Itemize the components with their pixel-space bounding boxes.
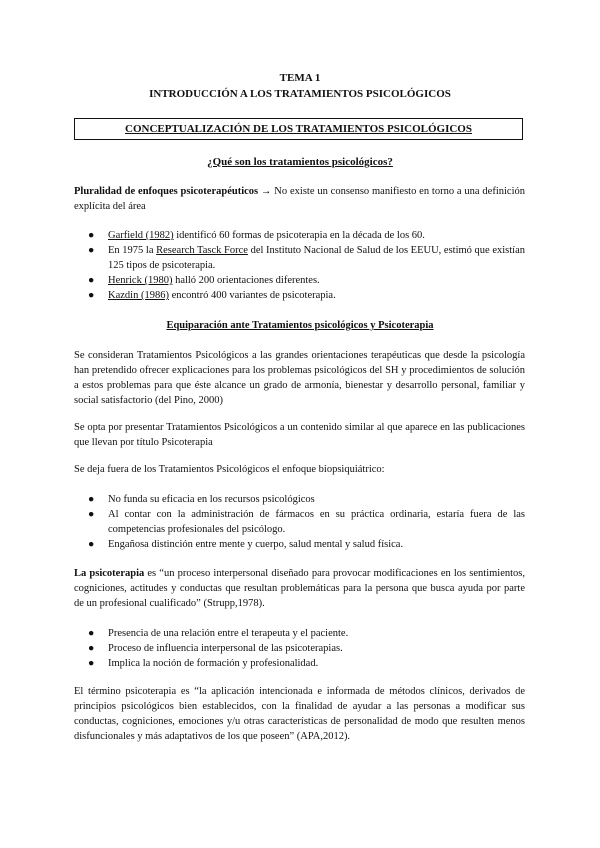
psicoterapia-text: es “un proceso interpersonal diseñado para provocar modificaciones en los sentimientos, cogniciones, actitudes y conductas que resultan problemáticas para la persona que busca ayuda por parte de un profesional cualificado” (Strupp,1978).: [74, 568, 525, 609]
bullet-icon: ●: [88, 628, 95, 639]
paragraph-definition: Se consideran Tratamientos Psicológicos a las grandes orientaciones terapéuticas que desde la psicología han pretendido ofrecer explicaciones para los problemas psicológicos del SH y procedimientos de solución a estos problemas para que éste alcance un grado de armonía, bienestar y desarrollo personal, familiar y social satisfactorio (del Pino, 2000): [74, 350, 525, 406]
pluralidad-text: No existe un consenso manifiesto en torno a una definición explícita del área: [74, 186, 525, 212]
document-title: INTRODUCCIÓN A LOS TRATAMIENTOS PSICOLÓGICOS: [149, 88, 451, 100]
psicoterapia-bold: La psicoterapia: [74, 568, 145, 579]
list-item: [74, 273, 525, 288]
paragraph-exclusion: Se deja fuera de los Tratamientos Psicológicos el enfoque biopsiquiátrico:: [74, 464, 385, 475]
section-boxed-title: CONCEPTUALIZACIÓN DE LOS TRATAMIENTOS PSICOLÓGICOS: [74, 118, 523, 140]
pluralidad-bold: Pluralidad de enfoques psicoterapéuticos: [74, 186, 259, 197]
list-item-text: del Instituto Nacional de Salud de los EEUU, estimó que existían 125 tipos de psicoterapia.: [108, 245, 525, 271]
list-item: [74, 288, 525, 303]
bullet-icon: ●: [88, 658, 95, 669]
list-item-text: encontró 400 variantes de psicoterapia.: [168, 290, 336, 301]
section-question: ¿Qué son los tratamientos psicológicos?: [207, 156, 393, 168]
list-item-text: Engañosa distinción entre mente y cuerpo, salud mental y salud física.: [108, 539, 404, 550]
list-item-text: En 1975 la: [108, 245, 157, 256]
paragraph-option: Se opta por presentar Tratamientos Psicológicos a un contenido similar al que aparece en las publicaciones que llevan por título Psicoterapia: [74, 422, 525, 448]
list-item-text: Presencia de una relación entre el terapeuta y el paciente.: [108, 628, 349, 639]
list-item-text: identificó 60 formas de psicoterapia en la década de los 60.: [173, 230, 425, 241]
pluralidad-paragraph: [74, 184, 525, 214]
list-item-text: Implica la noción de formación y profesionalidad.: [108, 658, 319, 669]
bullet-icon: ●: [88, 494, 95, 505]
bullet-icon: ●: [88, 230, 95, 241]
citation-link[interactable]: Research Tasck Force: [156, 245, 248, 256]
arrow-icon: →: [260, 186, 272, 197]
bullet-icon: ●: [88, 643, 95, 654]
bullet-icon: ●: [88, 539, 95, 550]
list-item: [74, 228, 525, 243]
list-item-text: halló 200 orientaciones diferentes.: [172, 275, 320, 286]
bullet-icon: ●: [88, 290, 95, 301]
tema-number: TEMA 1: [279, 72, 321, 84]
exclusion-list: [74, 492, 525, 552]
citation-link[interactable]: Garfield (1982): [108, 230, 174, 241]
list-item: [74, 507, 525, 537]
list-item: [74, 641, 525, 656]
paragraph-apa-definition: El término psicoterapia es “la aplicación intencionada e informada de métodos clínicos, derivados de principios psicológicos bien establecidos, con la finalidad de ayudar a las personas a modificar sus conductas, cogniciones, emociones y/u otras características de personalidad de modo que resulten menos disfuncionales y más adaptativos de los que poseen” (APA,2012).: [74, 686, 525, 742]
list-item: [74, 243, 525, 273]
list-item: [74, 537, 525, 552]
list-item: [74, 656, 525, 671]
list-item-text: Proceso de influencia interpersonal de las psicoterapias.: [108, 643, 343, 654]
bullet-icon: ●: [88, 275, 95, 286]
features-list: [74, 626, 525, 671]
subheading: Equiparación ante Tratamientos psicológicos y Psicoterapia: [166, 320, 434, 331]
bullet-icon: ●: [88, 245, 95, 256]
paragraph-psicoterapia: [74, 566, 525, 611]
citations-list: [74, 228, 525, 303]
list-item: [74, 492, 525, 507]
list-item-text: Al contar con la administración de fármacos en su práctica ordinaria, estaría fuera de las competencias profesionales del psicólogo.: [108, 509, 525, 535]
list-item: [74, 626, 525, 641]
citation-link[interactable]: Kazdin (1986): [108, 290, 169, 301]
bullet-icon: ●: [88, 509, 95, 520]
citation-link[interactable]: Henrick (1980): [108, 275, 173, 286]
list-item-text: No funda su eficacia en los recursos psicológicos: [108, 494, 315, 505]
